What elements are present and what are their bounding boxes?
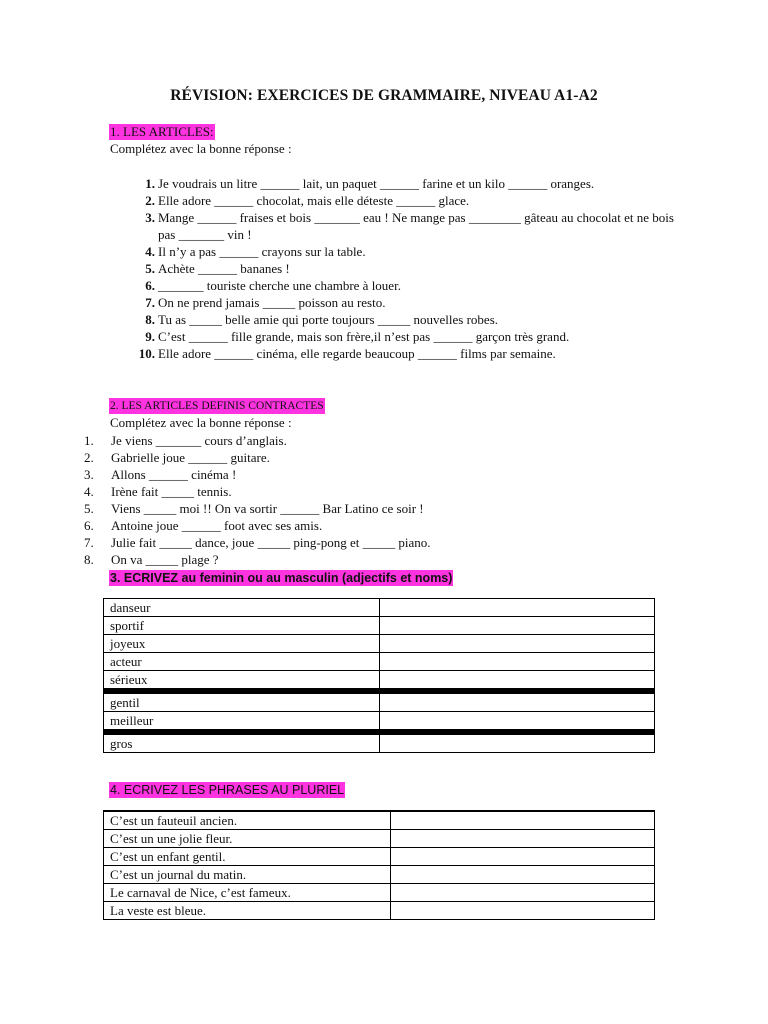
answer-cell[interactable] (379, 653, 655, 671)
word-cell: sportif (104, 617, 380, 635)
table-row (104, 712, 655, 733)
answer-cell[interactable] (391, 811, 655, 830)
list-item: 2. Gabrielle joue ______ guitare. (84, 450, 270, 465)
answer-cell[interactable] (391, 902, 655, 920)
table-row (104, 671, 655, 692)
sentence-cell: C’est un enfant gentil. (104, 848, 391, 866)
section4-heading: 4. ECRIVEZ LES PHRASES AU PLURIEL (110, 783, 345, 797)
list-item: 3. Mange ______ fraises et bois _______ eau ! Ne mange pas ________ gâteau au chocolat et ne bois pas _______ vin ! (145, 210, 674, 242)
section2-heading: 2. LES ARTICLES DEFINIS CONTRACTES (110, 400, 324, 412)
list-item: 6. Antoine joue ______ foot avec ses amis. (84, 518, 323, 533)
sentence-cell: Le carnaval de Nice, c’est fameux. (104, 884, 391, 902)
list-item: 8. On va _____ plage ? (84, 552, 219, 567)
word-cell: gentil (104, 691, 380, 712)
table-row (104, 635, 655, 653)
table-row (104, 653, 655, 671)
word-cell: joyeux (104, 635, 380, 653)
table-row (104, 866, 655, 884)
answer-cell[interactable] (379, 617, 655, 635)
section2-list (84, 432, 644, 568)
list-item: 2. Elle adore ______ chocolat, mais elle déteste ______ glace. (145, 193, 470, 208)
list-item: 8. Tu as _____ belle amie qui porte toujours _____ nouvelles robes. (145, 312, 499, 327)
answer-cell[interactable] (391, 830, 655, 848)
list-item: 3. Allons ______ cinéma ! (84, 467, 237, 482)
list-item: 10. Elle adore ______ cinéma, elle regarde beaucoup ______ films par semaine. (138, 346, 556, 361)
sentence-cell: C’est un une jolie fleur. (104, 830, 391, 848)
word-cell: acteur (104, 653, 380, 671)
answer-cell[interactable] (379, 712, 655, 733)
answer-cell[interactable] (379, 732, 655, 753)
table-row (104, 884, 655, 902)
list-item: 4. Irène fait _____ tennis. (84, 484, 232, 499)
answer-cell[interactable] (379, 599, 655, 617)
sentence-cell: C’est un fauteuil ancien. (104, 811, 391, 830)
table-row (104, 830, 655, 848)
list-item: 7. Julie fait _____ dance, joue _____ ping-pong et _____ piano. (84, 535, 431, 550)
list-item: 7. On ne prend jamais _____ poisson au resto. (145, 295, 386, 310)
answer-cell[interactable] (379, 671, 655, 692)
word-cell: gros (104, 732, 380, 753)
answer-cell[interactable] (379, 635, 655, 653)
answer-cell[interactable] (391, 848, 655, 866)
section1-list (128, 175, 688, 362)
list-item: 5. Achète ______ bananes ! (145, 261, 290, 276)
table-row (104, 732, 655, 753)
list-item: 1. Je voudrais un litre ______ lait, un paquet ______ farine et un kilo ______ oranges. (145, 176, 595, 191)
section1-heading: 1. LES ARTICLES: (110, 124, 214, 139)
section2-instruction: Complétez avec la bonne réponse : (110, 415, 292, 430)
table-row (104, 691, 655, 712)
plural-table (103, 810, 655, 920)
table-row (104, 848, 655, 866)
answer-cell[interactable] (391, 866, 655, 884)
feminine-masculine-table (103, 598, 655, 753)
table-row (104, 902, 655, 920)
answer-cell[interactable] (379, 691, 655, 712)
word-cell: meilleur (104, 712, 380, 733)
table-row (104, 617, 655, 635)
list-item: 1. Je viens _______ cours d’anglais. (84, 433, 287, 448)
sentence-cell: C’est un journal du matin. (104, 866, 391, 884)
answer-cell[interactable] (391, 884, 655, 902)
page-title: RÉVISION: EXERCICES DE GRAMMAIRE, NIVEAU A1-A2 (170, 87, 598, 104)
table-row (104, 811, 655, 830)
list-item: 5. Viens _____ moi !! On va sortir ______ Bar Latino ce soir ! (84, 501, 424, 516)
word-cell: sérieux (104, 671, 380, 692)
section3-heading: 3. ECRIVEZ au feminin ou au masculin (adjectifs et noms) (110, 571, 453, 585)
section1-instruction: Complétez avec la bonne réponse : (110, 141, 292, 156)
list-item: 4. Il n’y a pas ______ crayons sur la table. (145, 244, 366, 259)
list-item: 6. _______ touriste cherche une chambre à louer. (145, 278, 401, 293)
word-cell: danseur (104, 599, 380, 617)
sentence-cell: La veste est bleue. (104, 902, 391, 920)
list-item: 9. C’est ______ fille grande, mais son frère,il n’est pas ______ garçon très grand. (145, 329, 570, 344)
table-row (104, 599, 655, 617)
